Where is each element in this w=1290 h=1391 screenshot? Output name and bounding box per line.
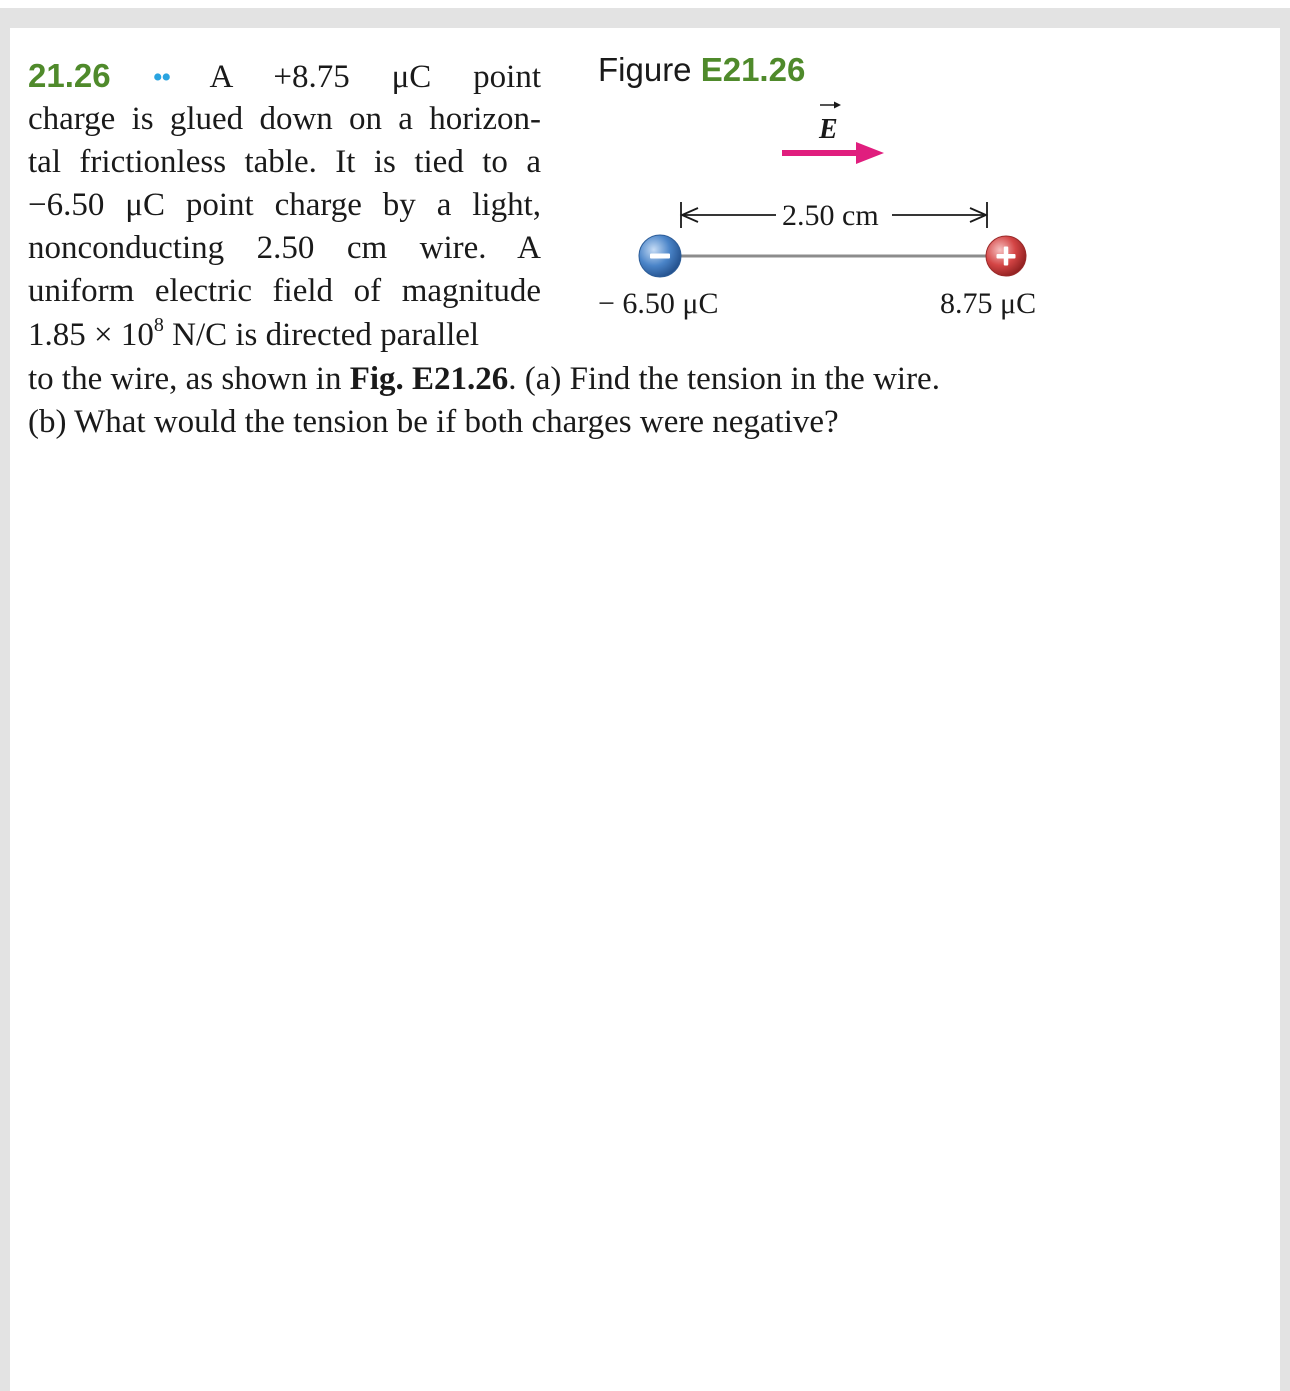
figure-title-prefix: Figure <box>598 51 692 88</box>
text-nonconducting: nonconducting <box>28 230 225 266</box>
problem-line-3: tal frictionless table. It is tied to a <box>28 144 541 180</box>
difficulty-dots: •• <box>152 61 170 94</box>
text-point: point <box>473 59 542 95</box>
text-exponent: 8 <box>153 314 164 336</box>
negative-charge-sphere <box>639 235 681 277</box>
figure-title-number: E21.26 <box>700 51 806 88</box>
figure-reference: Fig. E21.26 <box>349 361 509 397</box>
text-a2: A <box>517 230 541 266</box>
negative-charge-label: − 6.50 μC <box>598 287 719 320</box>
textbook-page <box>10 28 1280 1391</box>
field-label: E <box>819 114 838 145</box>
field-vector-symbol <box>820 102 841 109</box>
problem-line-9: (b) What would the tension be if both charges were negative? <box>28 404 839 440</box>
text-directed: N/C is directed parallel <box>163 317 480 353</box>
text-wire-length: 2.50 cm <box>256 230 388 266</box>
figure-diagram <box>10 28 1280 448</box>
problem-line-4: −6.50 μC point charge by a light, <box>28 187 541 223</box>
problem-number: 21.26 <box>28 57 111 94</box>
text-charge-value: +8.75 μC <box>273 59 432 95</box>
text-line8-start: to the wire, as shown in <box>28 361 350 397</box>
positive-charge-sphere <box>986 236 1026 276</box>
text-question-a: . (a) Find the tension in the wire. <box>508 361 940 397</box>
minus-icon <box>650 254 670 259</box>
text-wire: wire. <box>419 230 487 266</box>
problem-line-2: charge is glued down on a horizon- <box>28 101 541 137</box>
top-strip <box>0 0 1290 8</box>
text-a: A <box>209 59 232 95</box>
problem-line-6: uniform electric field of magnitude <box>28 273 541 309</box>
positive-charge-label: 8.75 μC <box>940 287 1037 320</box>
distance-label: 2.50 cm <box>782 199 879 232</box>
text-field-magnitude: 1.85 × 10 <box>28 317 154 353</box>
